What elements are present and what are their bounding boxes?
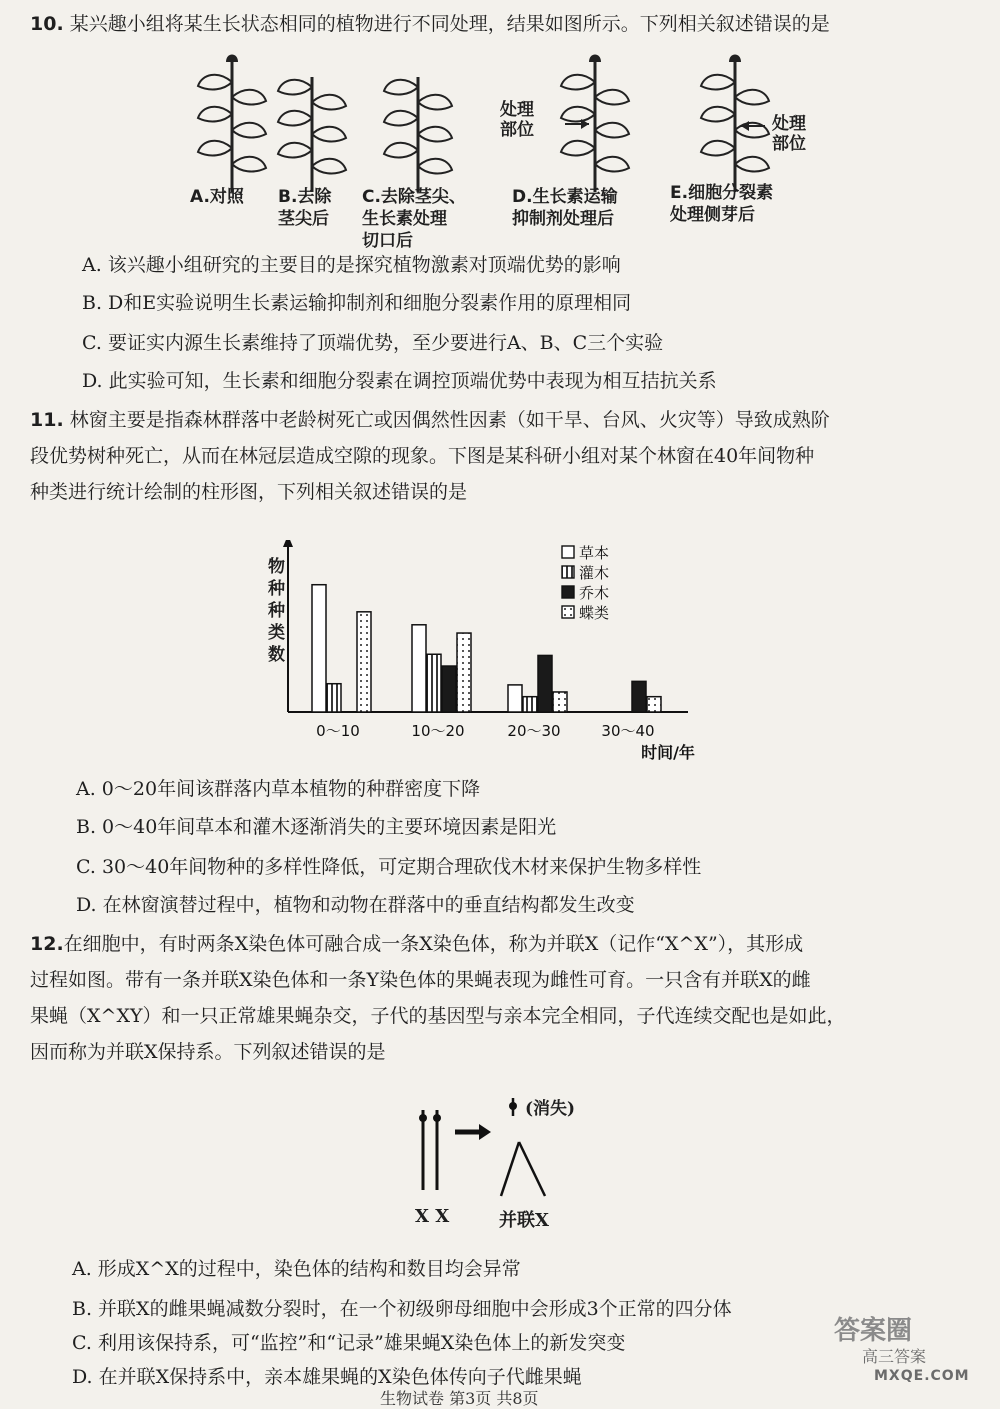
q11-option-b: B. 0～40年间草本和灌木逐渐消失的主要环境因素是阳光 <box>76 816 557 838</box>
q11-stem-line2: 段优势树种死亡，从而在林冠层造成空隙的现象。下图是某科研小组对某个林窗在40年间物种 <box>30 445 815 467</box>
plant-label-d-line2: 抑制剂处理后 <box>512 209 614 229</box>
bar-乔木-10～20 <box>442 666 456 712</box>
q11-stem <box>30 402 830 510</box>
legend-swatch-蝶类 <box>562 606 574 618</box>
q12-option-c: C. 利用该保持系，可“监控”和“记录”雄果蝇X染色体上的新发突变 <box>72 1332 626 1354</box>
plant-label-b-line2: 茎尖后 <box>278 209 329 229</box>
q10-option-d: D. 此实验可知，生长素和细胞分裂素在调控顶端优势中表现为相互拮抗关系 <box>82 370 717 392</box>
q12-stem-line3: 果蝇（X^XY）和一只正常雄果蝇杂交，子代的基因型与亲本完全相同，子代连续交配也是如此， <box>30 1005 846 1027</box>
q11-stem-line1: 林窗主要是指森林群落中老龄树死亡或因偶然性因素（如干旱、台风、火灾等）导致成熟阶 <box>69 409 830 431</box>
bar-灌木-0～10 <box>327 684 341 712</box>
chart-ticks <box>316 722 695 762</box>
legend-swatch-草本 <box>562 546 574 558</box>
plant-label-e-line2: 处理侧芽后 <box>670 205 755 225</box>
q12-option-d: D. 在并联X保持系中，亲本雄果蝇的X染色体传向子代雌果蝇 <box>72 1366 582 1388</box>
q10-option-c: C. 要证实内源生长素维持了顶端优势，至少要进行A、B、C三个实验 <box>82 332 664 354</box>
chart-legend <box>562 544 609 622</box>
q12-figure <box>395 1090 615 1230</box>
plant-e <box>701 55 769 193</box>
callout-d <box>500 100 534 140</box>
plant-label-e-line1: E.细胞分裂素 <box>670 183 774 203</box>
plant-label-c <box>362 186 466 252</box>
q10-stem <box>30 6 830 42</box>
chromosome-x2 <box>433 1110 441 1190</box>
plant-label-a <box>190 186 244 208</box>
watermark-url: MXQE.COM <box>874 1368 970 1384</box>
plant-label-c-line3: 切口后 <box>362 231 413 251</box>
plant-label-a-line1: A.对照 <box>190 187 244 207</box>
bar-蝶类-20～30 <box>553 692 567 712</box>
q12-stem <box>30 926 846 1070</box>
legend-label-草本: 草本 <box>579 544 610 562</box>
bar-乔木-30～40 <box>632 681 646 712</box>
legend-swatch-灌木 <box>562 566 574 578</box>
plant-label-d <box>512 186 618 230</box>
callout-e-line2: 部位 <box>772 134 806 154</box>
arrow-icon <box>455 1124 491 1140</box>
chromosome-x1 <box>419 1110 427 1190</box>
callout-e-line1: 处理 <box>772 114 806 134</box>
q10-number: 10. <box>30 13 64 35</box>
bar-草本-0～10 <box>312 585 326 712</box>
q10-option-b: B. D和E实验说明生长素运输抑制剂和细胞分裂素作用的原理相同 <box>82 292 632 314</box>
bar-蝶类-0～10 <box>357 612 371 712</box>
legend-label-蝶类: 蝶类 <box>579 604 610 622</box>
q12-number: 12. <box>30 933 64 955</box>
q11-stem-line3: 种类进行统计绘制的柱形图，下列相关叙述错误的是 <box>30 481 468 503</box>
bar-草本-20～30 <box>508 685 522 712</box>
q12-stem-line1: 在细胞中，有时两条X染色体可融合成一条X染色体，称为并联X（记作“X^X”），其形成 <box>63 933 804 955</box>
q12-option-b: B. 并联X的雌果蝇减数分裂时，在一个初级卵母细胞中会形成3个正常的四分体 <box>72 1298 732 1320</box>
q10-figure <box>190 52 830 252</box>
plant-d <box>561 55 629 193</box>
q11-option-d: D. 在林窗演替过程中，植物和动物在群落中的垂直结构都发生改变 <box>76 894 635 916</box>
chart-axes <box>283 540 688 712</box>
vanish-label: (消失) <box>525 1099 576 1119</box>
plant-c <box>384 77 452 192</box>
watermark <box>812 1310 992 1395</box>
legend-label-乔木: 乔木 <box>579 584 610 602</box>
legend-label-灌木: 灌木 <box>579 564 610 582</box>
attached-x-label: 并联X <box>499 1210 549 1231</box>
plant-label-b <box>278 186 331 230</box>
bar-灌木-20～30 <box>523 697 537 712</box>
y-axis-arrow <box>283 540 293 547</box>
plant-b <box>278 77 346 192</box>
q11-number: 11. <box>30 409 64 431</box>
watermark-logo-text: 答案圈 <box>834 1316 913 1346</box>
bar-chart <box>250 540 700 790</box>
q11-chart <box>250 540 700 790</box>
callout-d-line2: 部位 <box>500 120 534 140</box>
plant-a <box>198 55 266 193</box>
x-tick-label: 10～20 <box>411 722 465 740</box>
q11-option-a: A. 0～20年间该群落内草本植物的种群密度下降 <box>76 778 481 800</box>
plant-label-c-line2: 生长素处理 <box>362 209 447 229</box>
q10-stem-text: 某兴趣小组将某生长状态相同的植物进行不同处理，结果如图所示。下列相关叙述错误的是 <box>69 13 830 35</box>
plant-label-d-line1: D.生长素运输 <box>512 187 618 207</box>
plant-label-e <box>670 182 773 226</box>
q11-option-c: C. 30～40年间物种的多样性降低，可定期合理砍伐木材来保护生物多样性 <box>76 856 702 878</box>
bar-灌木-10～20 <box>427 654 441 712</box>
bar-蝶类-30～40 <box>647 697 661 712</box>
q10-option-a: A. 该兴趣小组研究的主要目的是探究植物激素对顶端优势的影响 <box>82 254 621 276</box>
chart-y-label: 物种种类数 <box>268 557 285 665</box>
bar-蝶类-10～20 <box>457 633 471 712</box>
plant-label-c-line1: C.去除茎尖、 <box>362 187 466 207</box>
q12-option-a: A. 形成X^X的过程中，染色体的结构和数目均会异常 <box>72 1258 521 1280</box>
x-tick-label: 20～30 <box>507 722 561 740</box>
q12-stem-line2: 过程如图。带有一条并联X染色体和一条Y染色体的果蝇表现为雌性可育。一只含有并联X的雌 <box>30 969 811 991</box>
x-tick-label: 0～10 <box>316 722 360 740</box>
bar-乔木-20～30 <box>538 655 552 712</box>
page-footer: 生物试卷 第3页 共8页 <box>380 1389 539 1408</box>
plant-label-b-line1: B.去除 <box>278 187 332 207</box>
xx-label: X X <box>415 1206 450 1227</box>
legend-swatch-乔木 <box>562 586 574 598</box>
callout-e <box>772 114 806 154</box>
q12-stem-line4: 因而称为并联X保持系。下列叙述错误的是 <box>30 1041 386 1063</box>
bar-草本-10～20 <box>412 625 426 712</box>
x-tick-label: 30～40 <box>601 722 655 740</box>
callout-d-line1: 处理 <box>500 100 534 120</box>
watermark-subtitle: 高三答案 <box>862 1347 927 1366</box>
x-axis-label: 时间/年 <box>641 743 695 762</box>
